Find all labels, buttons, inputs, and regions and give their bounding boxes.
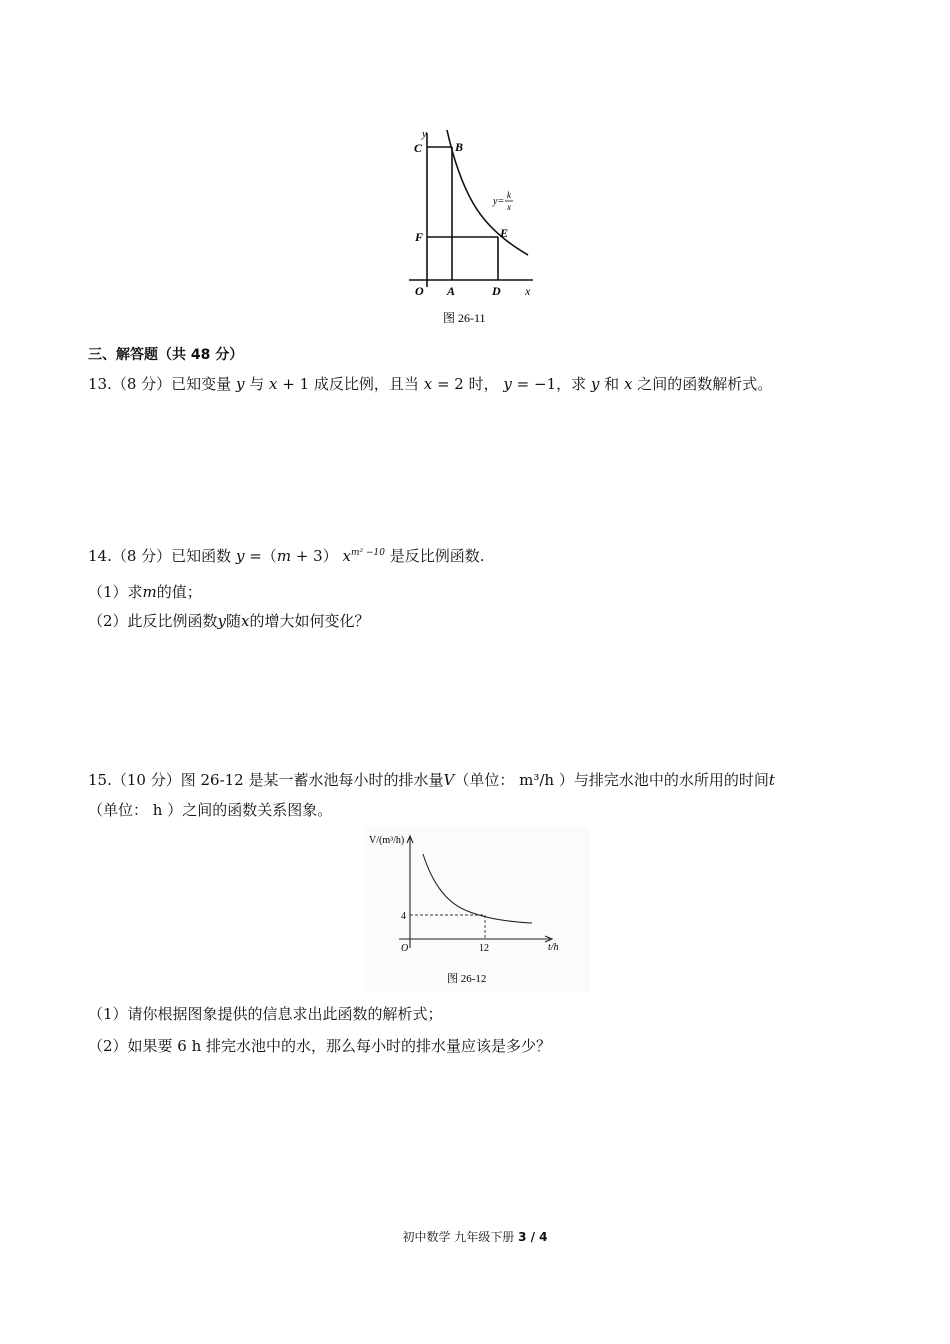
x-tick-12: 12 [479,943,489,954]
question-14: 14.（8 分）已知函数 y =（m + 3） $x^{m^2 -10}$ 是反比例函数. [88,547,485,565]
q14-number: 14.（8 分） [88,547,172,565]
label-o: O [415,284,424,298]
footer-text: 初中数学 九年级下册 [402,1230,519,1244]
origin-label: O [401,943,409,954]
label-a: A [447,284,456,298]
figure-caption: 图 26-11 [443,311,486,325]
label-b: B [455,140,464,154]
question-14-part-2: （2）此反比例函数y随x的增大如何变化？ [88,612,370,630]
label-e: E [500,226,509,240]
question-15-part-2: （2）如果要 6 h 排完水池中的水，那么每小时的排水量应该是多少？ [88,1037,552,1055]
label-x-den: x [507,202,511,212]
question-15: 15.（10 分）图 26-12 是某一蓄水池每小时的排水量V（单位： m³/h ）与排完水池中的水所用的时间t [88,771,775,789]
t-axis-label: t/h [548,942,559,953]
section-title: 三、解答题（共 48 分） [88,347,244,363]
y-tick-4: 4 [401,911,406,922]
label-k: k [507,190,511,200]
page-number: 3 / 4 [518,1230,548,1244]
question-13: 13.（8 分）已知变量 y 与 x + 1 成反比例，且当 x = 2 时， y = −1，求 y 和 x 之间的函数解析式。 [88,375,773,393]
v-axis-label: V/(m³/h) [369,835,405,846]
figure-caption: 图 26-12 [447,973,487,985]
label-func: y= [493,196,505,207]
figure-26-12 [365,826,590,991]
label-x: x [525,284,531,298]
question-15-part-1: （1）请你根据图象提供的信息求出此函数的解析式； [88,1005,443,1023]
label-y: y [422,128,427,140]
figure-26-11 [395,125,545,330]
label-f: F [415,230,424,244]
page-footer [0,1228,950,1245]
label-d: D [492,284,501,298]
q15-number: 15.（10 分） [88,771,181,789]
q13-number: 13.（8 分） [88,375,172,393]
label-c: C [414,141,423,155]
question-15-line-2: （单位： h ）之间的函数关系图象。 [88,801,333,819]
question-14-part-1: （1）求m的值； [88,583,202,601]
